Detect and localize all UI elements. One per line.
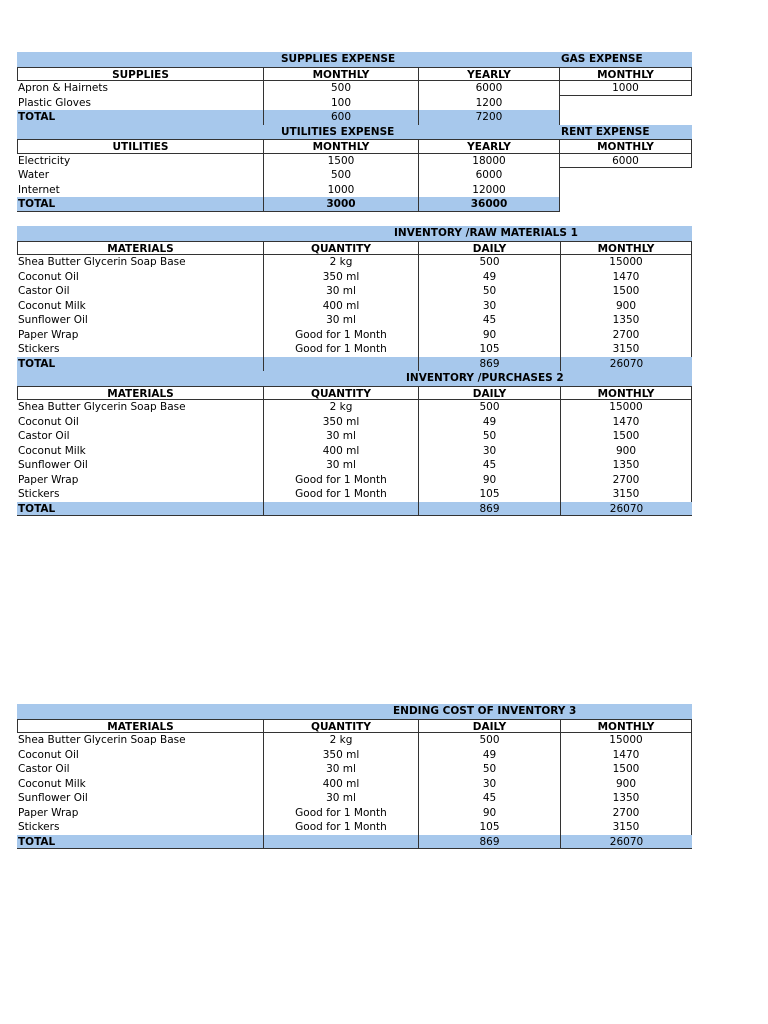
- table-row: [17, 284, 692, 299]
- utilities-expense-title: UTILITIES EXPENSE: [280, 125, 430, 140]
- material-monthly: 15000: [560, 400, 692, 415]
- inventory-rows: [17, 400, 692, 502]
- material-monthly: 1470: [560, 748, 692, 763]
- material-quantity: 2 kg: [263, 400, 418, 415]
- material-name: Castor Oil: [18, 430, 70, 442]
- supplies-total-monthly: 600: [263, 110, 418, 125]
- supplies-total-row: [17, 110, 692, 125]
- material-name: Sunflower Oil: [18, 314, 88, 326]
- table-row: [17, 400, 692, 415]
- table-row: [17, 168, 692, 183]
- material-daily: 49: [418, 270, 560, 285]
- table-row: [17, 444, 692, 459]
- material-quantity: 400 ml: [263, 444, 418, 459]
- material-quantity: 30 ml: [263, 791, 418, 806]
- material-name: Sunflower Oil: [18, 792, 88, 804]
- material-quantity: 350 ml: [263, 415, 418, 430]
- utilities-total-row: [17, 197, 692, 212]
- utilities-col-item: UTILITIES: [17, 139, 263, 154]
- table-row: [17, 733, 692, 748]
- utility-yearly: 12000: [418, 183, 560, 198]
- material-quantity: 30 ml: [263, 762, 418, 777]
- supply-name: Plastic Gloves: [18, 96, 91, 109]
- utilities-total-label: TOTAL: [17, 197, 263, 212]
- col-daily: DAILY: [418, 719, 560, 734]
- material-quantity: 2 kg: [263, 255, 418, 270]
- col-monthly: MONTHLY: [560, 386, 692, 401]
- material-monthly: 900: [560, 299, 692, 314]
- material-name: Stickers: [18, 488, 60, 500]
- material-monthly: 1500: [560, 284, 692, 299]
- material-name: Shea Butter Glycerin Soap Base: [18, 734, 186, 746]
- material-monthly: 3150: [560, 487, 692, 502]
- col-quantity: QUANTITY: [263, 386, 418, 401]
- inventory-total-label: TOTAL: [17, 502, 263, 517]
- table-row: [17, 299, 692, 314]
- material-daily: 30: [418, 777, 560, 792]
- inventory-header-row: [17, 719, 692, 734]
- material-name: Paper Wrap: [18, 328, 79, 341]
- material-daily: 50: [418, 429, 560, 444]
- utilities-total-monthly: 3000: [263, 197, 418, 212]
- inventory-total-daily: 869: [418, 357, 560, 372]
- utilities-col-monthly: MONTHLY: [263, 139, 418, 154]
- material-quantity: Good for 1 Month: [263, 473, 418, 488]
- table-row: [17, 255, 692, 270]
- table-row: [17, 473, 692, 488]
- supply-monthly: 100: [263, 96, 418, 111]
- table-row: [17, 154, 692, 169]
- inventory-total-monthly: 26070: [560, 502, 692, 517]
- col-materials: MATERIALS: [17, 386, 263, 401]
- material-daily: 105: [418, 342, 560, 357]
- inventory-header-row: [17, 241, 692, 256]
- gas-col-monthly: MONTHLY: [560, 67, 692, 82]
- material-quantity: 350 ml: [263, 748, 418, 763]
- inventory-rows: [17, 255, 692, 357]
- table-row: [17, 96, 692, 111]
- col-daily: DAILY: [418, 241, 560, 256]
- utilities-col-yearly: YEARLY: [418, 139, 560, 154]
- supplies-total-label: TOTAL: [17, 110, 263, 125]
- table-row: [17, 487, 692, 502]
- material-daily: 50: [418, 284, 560, 299]
- supply-name: Apron & Hairnets: [18, 82, 108, 94]
- table-row: [17, 342, 692, 357]
- supply-yearly: 1200: [418, 96, 560, 111]
- gas-expense-title: GAS EXPENSE: [560, 52, 692, 67]
- supplies-header-row: [17, 67, 692, 82]
- material-name: Coconut Milk: [18, 444, 86, 457]
- utilities-header-row: [17, 139, 692, 154]
- material-quantity: Good for 1 Month: [263, 328, 418, 343]
- supplies-expense-title: SUPPLIES EXPENSE: [280, 52, 430, 67]
- inventory-header-row: [17, 386, 692, 401]
- col-monthly: MONTHLY: [560, 719, 692, 734]
- material-quantity: 2 kg: [263, 733, 418, 748]
- material-monthly: 15000: [560, 255, 692, 270]
- supplies-total-yearly: 7200: [418, 110, 560, 125]
- inventory-banner-row: [17, 226, 692, 241]
- inventory-total-monthly: 26070: [560, 835, 692, 850]
- table-row: [17, 777, 692, 792]
- rent-col-monthly: MONTHLY: [560, 139, 692, 154]
- material-name: Castor Oil: [18, 285, 70, 297]
- material-monthly: 900: [560, 444, 692, 459]
- inventory-total-row: [17, 357, 692, 372]
- material-daily: 500: [418, 255, 560, 270]
- material-daily: 90: [418, 806, 560, 821]
- ending-cost-title: ENDING COST OF INVENTORY 3: [393, 704, 692, 719]
- inventory-total-row: [17, 502, 692, 517]
- material-daily: 50: [418, 762, 560, 777]
- rent-expense-title: RENT EXPENSE: [560, 125, 692, 140]
- col-quantity: QUANTITY: [263, 719, 418, 734]
- material-daily: 500: [418, 400, 560, 415]
- col-quantity: QUANTITY: [263, 241, 418, 256]
- material-daily: 105: [418, 487, 560, 502]
- material-daily: 90: [418, 473, 560, 488]
- material-quantity: 30 ml: [263, 313, 418, 328]
- material-daily: 45: [418, 791, 560, 806]
- inventory-total-monthly: 26070: [560, 357, 692, 372]
- table-row: [17, 748, 692, 763]
- inventory-rows: [17, 733, 692, 835]
- inventory-total-label: TOTAL: [17, 357, 263, 372]
- table-row: [17, 313, 692, 328]
- material-quantity: 400 ml: [263, 299, 418, 314]
- utility-monthly: 500: [263, 168, 418, 183]
- material-daily: 30: [418, 299, 560, 314]
- rent-monthly-value: 6000: [560, 154, 692, 169]
- material-name: Paper Wrap: [18, 473, 79, 486]
- material-name: Coconut Milk: [18, 299, 86, 312]
- material-quantity: 30 ml: [263, 284, 418, 299]
- material-name: Castor Oil: [18, 763, 70, 775]
- table-row: [17, 762, 692, 777]
- inventory-section-1-2: [17, 226, 692, 516]
- material-name: Stickers: [18, 821, 60, 833]
- material-daily: 30: [418, 444, 560, 459]
- material-name: Coconut Oil: [18, 748, 79, 761]
- inventory-banner-row: [17, 371, 692, 386]
- material-daily: 49: [418, 415, 560, 430]
- utility-yearly: 6000: [418, 168, 560, 183]
- utility-monthly: 1000: [263, 183, 418, 198]
- utility-name: Water: [18, 169, 50, 181]
- table-row: [17, 458, 692, 473]
- material-monthly: 1470: [560, 415, 692, 430]
- material-monthly: 1500: [560, 762, 692, 777]
- inventory-total-daily: 869: [418, 502, 560, 517]
- table-row: [17, 806, 692, 821]
- material-monthly: 1350: [560, 458, 692, 473]
- utility-monthly: 1500: [263, 154, 418, 169]
- material-name: Shea Butter Glycerin Soap Base: [18, 256, 186, 268]
- material-monthly: 1350: [560, 313, 692, 328]
- expenses-section: [17, 52, 692, 212]
- inventory-section-3: [17, 704, 692, 849]
- material-name: Shea Butter Glycerin Soap Base: [18, 401, 186, 413]
- utilities-total-yearly: 36000: [418, 197, 560, 212]
- material-name: Paper Wrap: [18, 806, 79, 819]
- material-monthly: 1470: [560, 270, 692, 285]
- material-daily: 49: [418, 748, 560, 763]
- material-quantity: 400 ml: [263, 777, 418, 792]
- table-row: [17, 270, 692, 285]
- utility-name: Internet: [18, 183, 60, 196]
- material-daily: 45: [418, 313, 560, 328]
- gas-monthly-value: 1000: [560, 81, 692, 96]
- supply-monthly: 500: [263, 81, 418, 96]
- utility-yearly: 18000: [418, 154, 560, 169]
- supplies-col-monthly: MONTHLY: [263, 67, 418, 82]
- table-row: [17, 415, 692, 430]
- material-name: Coconut Oil: [18, 415, 79, 428]
- material-monthly: 15000: [560, 733, 692, 748]
- table-row: [17, 820, 692, 835]
- material-monthly: 2700: [560, 473, 692, 488]
- inventory-total-label: TOTAL: [17, 835, 263, 850]
- col-materials: MATERIALS: [17, 241, 263, 256]
- material-daily: 500: [418, 733, 560, 748]
- material-quantity: Good for 1 Month: [263, 820, 418, 835]
- material-monthly: 2700: [560, 806, 692, 821]
- inventory-banner-row: [17, 704, 692, 719]
- table-row: [17, 81, 692, 96]
- material-quantity: 350 ml: [263, 270, 418, 285]
- supplies-col-yearly: YEARLY: [418, 67, 560, 82]
- inventory-raw-materials-title: INVENTORY /RAW MATERIALS 1: [394, 226, 692, 241]
- table-row: [17, 183, 692, 198]
- material-daily: 105: [418, 820, 560, 835]
- utilities-banner-row: [17, 125, 692, 140]
- table-row: [17, 791, 692, 806]
- supply-yearly: 6000: [418, 81, 560, 96]
- material-monthly: 3150: [560, 820, 692, 835]
- inventory-total-daily: 869: [418, 835, 560, 850]
- utility-name: Electricity: [18, 154, 71, 167]
- supplies-banner-row: [17, 52, 692, 67]
- col-materials: MATERIALS: [17, 719, 263, 734]
- col-monthly: MONTHLY: [560, 241, 692, 256]
- material-monthly: 900: [560, 777, 692, 792]
- table-row: [17, 429, 692, 444]
- table-row: [17, 328, 692, 343]
- material-daily: 45: [418, 458, 560, 473]
- material-name: Stickers: [18, 343, 60, 355]
- material-quantity: Good for 1 Month: [263, 342, 418, 357]
- supplies-col-item: SUPPLIES: [17, 67, 263, 82]
- material-daily: 90: [418, 328, 560, 343]
- material-name: Coconut Milk: [18, 777, 86, 790]
- material-monthly: 2700: [560, 328, 692, 343]
- material-monthly: 1500: [560, 429, 692, 444]
- material-quantity: 30 ml: [263, 429, 418, 444]
- inventory-total-row: [17, 835, 692, 850]
- material-monthly: 1350: [560, 791, 692, 806]
- material-quantity: Good for 1 Month: [263, 806, 418, 821]
- material-monthly: 3150: [560, 342, 692, 357]
- material-name: Sunflower Oil: [18, 459, 88, 471]
- material-name: Coconut Oil: [18, 270, 79, 283]
- material-quantity: Good for 1 Month: [263, 487, 418, 502]
- col-daily: DAILY: [418, 386, 560, 401]
- material-quantity: 30 ml: [263, 458, 418, 473]
- inventory-purchases-title: INVENTORY /PURCHASES 2: [406, 371, 692, 386]
